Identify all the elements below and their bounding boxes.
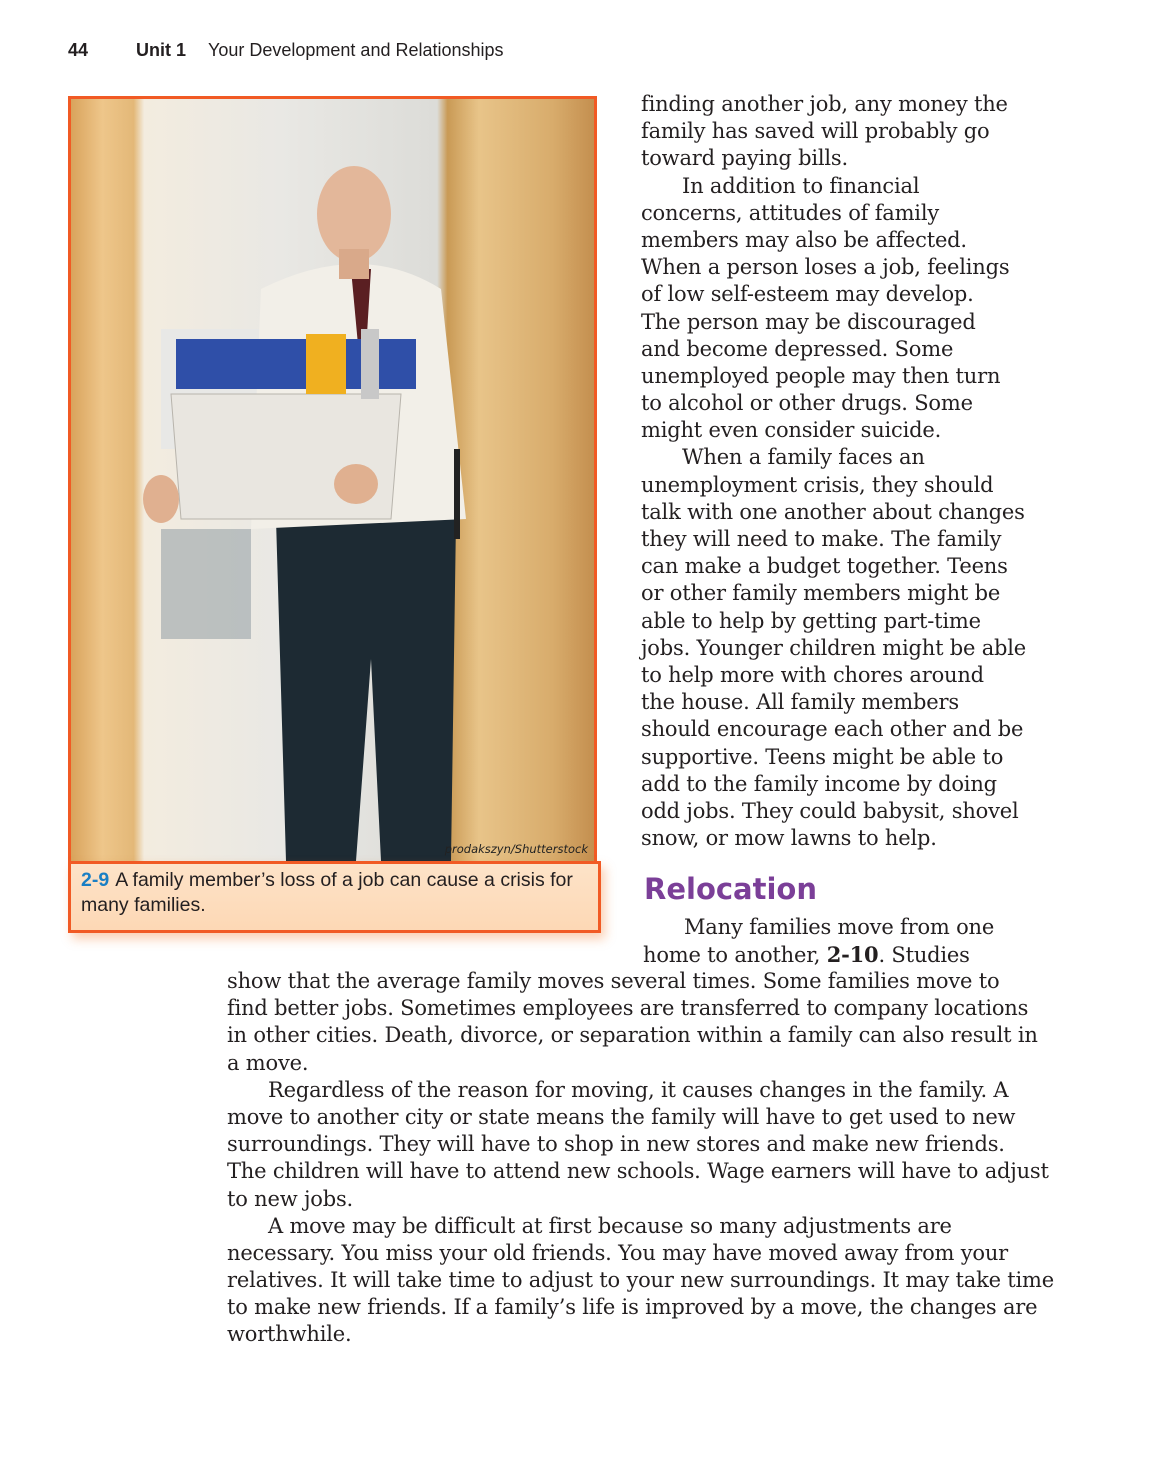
- caption-text: A family member’s loss of a job can cause a crisis for many families.: [81, 869, 573, 916]
- text-line: relatives. It will take time to adjust to your new surroundings. It may take time: [227, 1268, 1054, 1293]
- text-line: surroundings. They will have to shop in new stores and make new friends.: [227, 1132, 1005, 1157]
- text-line: able to help by getting part-time: [641, 608, 981, 633]
- text-line: to make new friends. If a family’s life is improved by a move, the changes are: [227, 1295, 1038, 1320]
- unit-title: Your Development and Relationships: [208, 40, 504, 60]
- text-line: Many families move from one: [684, 915, 995, 939]
- text-line: members may also be affected.: [641, 227, 967, 252]
- text-line: toward paying bills.: [641, 146, 848, 171]
- text-line: family has saved will probably go: [641, 119, 990, 144]
- text-line: in other cities. Death, divorce, or separation within a family can also result in: [227, 1023, 1038, 1048]
- text-line: When a family faces an: [682, 445, 925, 470]
- text-line: necessary. You miss your old friends. You may have moved away from your: [227, 1240, 1008, 1265]
- body-text-full-width: [227, 968, 1054, 1349]
- text-line: can make a budget together. Teens: [641, 554, 1008, 579]
- text-line: jobs. Younger children might be able: [641, 635, 1027, 660]
- text-line: The children will have to attend new schools. Wage earners will have to adjust: [227, 1159, 1049, 1184]
- text-segment: home to another,: [643, 943, 827, 968]
- text-line: should encourage each other and be: [641, 717, 1024, 742]
- text-line: odd jobs. They could babysit, shovel: [641, 798, 1019, 823]
- text-line: to new jobs.: [227, 1186, 354, 1211]
- text-line: unemployed people may then turn: [641, 363, 1001, 388]
- photo-credit: prodakszyn/Shutterstock: [444, 842, 588, 856]
- figure-photo: [68, 96, 597, 861]
- text-line: concerns, attitudes of family: [641, 200, 940, 225]
- text-line: supportive. Teens might be able to: [641, 744, 1004, 769]
- unit-label: Unit 1: [136, 40, 187, 60]
- text-line: finding another job, any money the: [641, 92, 1008, 116]
- man-carrying-box-photo: [71, 99, 594, 861]
- text-line: add to the family income by doing: [641, 771, 997, 796]
- text-line: and become depressed. Some: [641, 336, 954, 361]
- figure-reference: 2-10: [826, 942, 879, 968]
- relocation-intro: [643, 914, 994, 968]
- text-line: The person may be discouraged: [641, 309, 976, 334]
- text-line: or other family members might be: [641, 581, 1001, 606]
- text-line: of low self-esteem may develop.: [641, 282, 974, 307]
- text-line: might even consider suicide.: [641, 418, 942, 443]
- text-line: find better jobs. Sometimes employees are transferred to company locations: [227, 996, 1029, 1021]
- text-line: the house. All family members: [641, 690, 959, 715]
- page-number: 44: [68, 40, 89, 60]
- text-line: to alcohol or other drugs. Some: [641, 391, 973, 416]
- text-line: to help more with chores around: [641, 662, 984, 687]
- text-line: a move.: [227, 1050, 309, 1075]
- text-line: In addition to financial: [682, 173, 920, 198]
- text-line: show that the average family moves several times. Some families move to: [227, 969, 1000, 993]
- right-column-text: [641, 91, 1026, 852]
- text-line: unemployment crisis, they should: [641, 472, 994, 497]
- text-line: they will need to make. The family: [641, 527, 1002, 551]
- text-line: Regardless of the reason for moving, it causes changes in the family. A: [268, 1077, 1009, 1102]
- text-line: [643, 941, 994, 968]
- text-line: move to another city or state means the family will have to get used to new: [227, 1104, 1016, 1129]
- caption-number: 2-9: [81, 869, 110, 891]
- figure-caption: [68, 861, 601, 933]
- text-line: A move may be difficult at first because so many adjustments are: [268, 1213, 952, 1238]
- text-line: snow, or mow lawns to help.: [641, 826, 937, 851]
- text-line: When a person loses a job, feelings: [641, 255, 1010, 280]
- text-line: talk with one another about changes: [641, 499, 1025, 524]
- text-line: worthwhile.: [227, 1322, 352, 1347]
- text-segment: . Studies: [878, 943, 970, 968]
- section-heading: Relocation: [644, 872, 817, 906]
